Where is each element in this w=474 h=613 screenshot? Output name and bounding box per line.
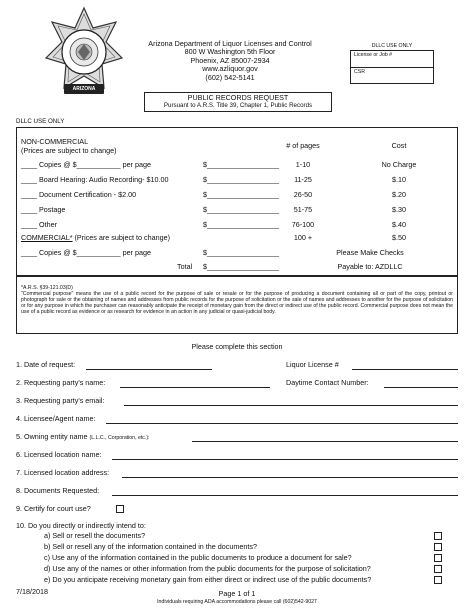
dllc-license-label: License or Job # [354,52,393,58]
entity-input[interactable] [192,441,458,442]
licensed-name-input[interactable] [112,459,458,460]
requesting-name-input[interactable] [120,387,270,388]
daytime-input[interactable] [384,387,458,388]
fee-row: ____ Board Hearing: Audio Recording- $10.00 $__________________ 11-25 $.10 [21,175,406,184]
liquor-license-label: Liquor License # [286,360,339,369]
title-box [144,92,332,112]
agent-label: 4. Licensee/Agent name: [16,414,96,423]
intend-checkbox[interactable] [434,554,442,562]
fee-row: ____ Copies @ $___________ per page $__________________ 1-10 No Charge [21,160,417,169]
agency-address-1: 800 W Washington 5th Floor [184,47,276,57]
commercial-copies-row: ____ Copies @ $___________ per page $__________________ Please Make Checks [17,249,457,260]
footnote-box [16,276,458,334]
cost-header: Cost [391,141,407,150]
payable-note: Payable to: AZDLLC [337,262,403,271]
documents-label: 8. Documents Requested: [16,486,100,495]
dllc-csr-label: CSR [354,69,365,75]
badge-state: ARIZONA [72,86,96,92]
page-title: PUBLIC RECORDS REQUEST [187,93,289,102]
commercial-cost: $.50 [392,233,406,242]
email-label: 3. Requesting party's email: [16,396,105,405]
licensed-address-label: 7. Licensed location address: [16,468,110,477]
intend-item: c) Use any of the information contained in the public documents to produce a document for sale? [44,553,352,562]
intend-checkbox[interactable] [434,576,442,584]
date-label: 1. Date of request: [16,360,76,369]
noncommercial-sub: (Prices are subject to change) [21,146,117,155]
commercial-sub: (Prices are subject to change) [72,233,171,242]
commercial-heading: COMMERCIAL* [21,233,73,242]
footnote-cite: *A.R.S. §39-121.03(D) [21,285,73,291]
pages-header: # of pages [286,141,320,150]
agency-badge [44,6,124,102]
commercial-pages: 100 + [293,233,313,242]
intend-checkbox[interactable] [434,532,442,540]
entity-sub: (L.L.C., Corporation, etc.): [89,435,150,441]
fee-row: ____ Document Certification - $2.00 $__________________ 26-50 $.20 [21,190,406,199]
documents-input[interactable] [112,495,458,496]
intend-item: d) Use any of the names or other information from the public documents for the purpose of solicitation? [44,564,371,573]
dllc-box [350,50,434,84]
agency-address-2: Phoenix, AZ 85007-2934 [190,55,270,65]
fee-row: ____ Postage $__________________ 51-75 $.30 [21,205,406,214]
entity-label-wrap [16,433,149,441]
agency-phone: (602) 542-5141 [205,72,255,82]
fee-row: ____ Other $__________________ 76-100 $.40 [21,220,406,229]
footer-page: Page 1 of 1 [218,589,256,598]
complete-note: Please complete this section [191,342,283,351]
footnote-text: "Commercial purpose" means the use of a public record for the purpose of sale or resale or for the purpose of producing a document containing all or part of the copy, printout or photograph for sale or the obtaining of names and addresses from public records for the purpose of solicitation or the sale of names and addresses to another for the purpose of solicitation or for any purpose in which the purchaser can reasonably anticipate the receipt of monetary gain from the direct or indirect use of the public record. Commercial purpose does not mean the use of a public record as evidence or as research for evidence in an action in any judicial or quasi-judicial body. [21,291,453,315]
agency-info [130,40,330,82]
total-label: Total [177,262,193,271]
intend-checkbox[interactable] [434,565,442,573]
daytime-label: Daytime Contact Number: [286,378,369,387]
email-input[interactable] [124,405,458,406]
intend-label: 10. Do you directly or indirectly intend to: [16,521,146,530]
agent-input[interactable] [106,423,458,424]
licensed-name-label: 6. Licensed location name: [16,450,102,459]
entity-label: 5. Owning entity name [16,432,88,441]
fees-table [16,127,458,276]
licensed-address-input[interactable] [122,477,458,478]
intend-checkbox[interactable] [434,543,442,551]
liquor-license-input[interactable] [352,369,458,370]
intend-item: e) Do you anticipate receiving monetary gain from either direct or indirect use of the public documents? [44,575,372,584]
intend-item: a) Sell or resell the documents? [44,531,146,540]
total-row [17,263,457,274]
agency-name: Arizona Department of Liquor Licenses and Control [148,39,312,48]
dllc-box-heading: DLLC USE ONLY [371,43,413,49]
court-label: 9. Certify for court use? [16,504,91,513]
intend-item: b) Sell or resell any of the information contained in the documents? [44,542,257,551]
agency-website: www.azliquor.gov [202,64,258,74]
footer-date: 7/18/2018 [16,587,48,596]
commercial-row [17,234,457,245]
total-amount: $__________________ [203,262,279,271]
dllc-use-only-label: DLLC USE ONLY [16,118,65,125]
page-subtitle: Pursuant to A.R.S. Title 39, Chapter 1, Public Records [163,102,313,110]
court-checkbox[interactable] [116,505,124,513]
noncommercial-heading: NON-COMMERCIAL [21,137,89,146]
date-input[interactable] [86,369,212,370]
requesting-name-label: 2. Requesting party's name: [16,378,106,387]
checks-note: Please Make Checks [336,248,404,257]
footer-ada: Individuals requiring ADA accommodations please call (602)542-9027 [157,599,317,605]
